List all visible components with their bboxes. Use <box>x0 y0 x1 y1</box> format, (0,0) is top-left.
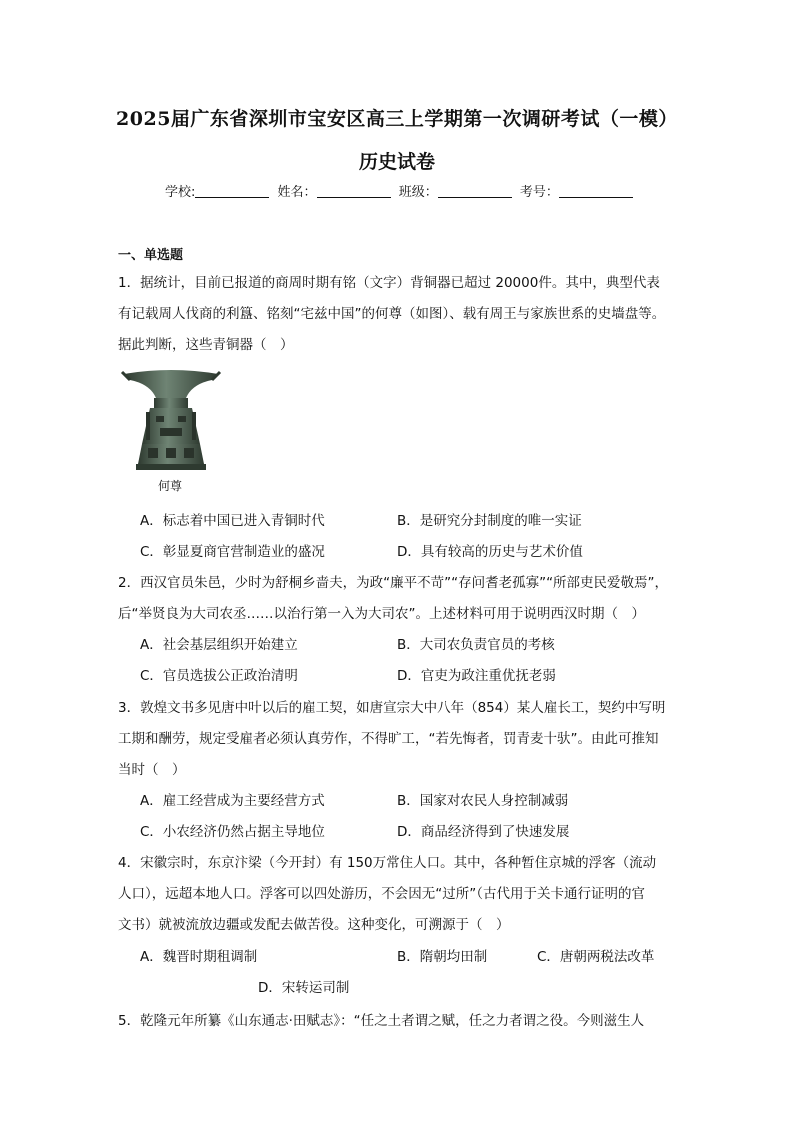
q3-line-3: 当时（ ） <box>118 762 186 778</box>
q3-option-c[interactable]: C．小农经济仍然占据主导地位 <box>140 824 325 840</box>
q4-option-c[interactable]: C．唐朝两税法改革 <box>537 949 655 965</box>
q4-line-1: 4．宋徽宗时，东京汴梁（今开封）有 150万常住人口。其中，各种暂住京城的浮客（流动 <box>118 855 657 871</box>
q1-option-d[interactable]: D．具有较高的历史与艺术价值 <box>397 544 583 560</box>
exam-number-label: 考号： <box>519 185 559 200</box>
q2-line-2: 后“举贤良为大司农丞……以治行第一入为大司农”。上述材料可用于说明西汉时期（ ） <box>118 606 645 622</box>
exam-number-blank[interactable] <box>559 185 633 198</box>
q1-line-1: 1．据统计，目前已报道的商周时期有铭（文字）背铜器已超过 20000件。其中，典型代表 <box>118 275 660 291</box>
q4-option-d[interactable]: D．宋转运司制 <box>258 980 350 996</box>
school-blank[interactable] <box>195 185 269 198</box>
q3-line-2: 工期和酬劳，规定受雇者必须认真劳作，不得旷工，“若先悔者，罚青麦十驮”。由此可推知 <box>118 731 659 747</box>
q1-line-3: 据此判断，这些青铜器（ ） <box>118 337 294 353</box>
class-label: 班级： <box>398 185 438 200</box>
q3-option-b[interactable]: B．国家对农民人身控制减弱 <box>397 793 569 809</box>
q2-option-d[interactable]: D．官吏为政注重优抚老弱 <box>397 668 556 684</box>
class-blank[interactable] <box>438 185 512 198</box>
q3-option-a[interactable]: A．雇工经营成为主要经营方式 <box>140 793 325 809</box>
q2-option-b[interactable]: B．大司农负责官员的考核 <box>397 637 555 653</box>
q4-option-b[interactable]: B．隋朝均田制 <box>397 949 488 965</box>
q4-option-a[interactable]: A．魏晋时期租调制 <box>140 949 258 965</box>
q2-option-a[interactable]: A．社会基层组织开始建立 <box>140 637 298 653</box>
he-zun-bronze-vessel-image <box>120 368 222 472</box>
q4-line-3: 文书）就被流放边疆或发配去做苦役。这种变化，可溯源于（ ） <box>118 917 510 933</box>
q5-line-1: 5．乾隆元年所纂《山东通志·田赋志》：“任之土者谓之赋，任之力者谓之役。今则滋生人 <box>118 1013 645 1029</box>
q3-line-1: 3．敦煌文书多见唐中叶以后的雇工契，如唐宣宗大中八年（854）某人雇长工，契约中写明 <box>118 700 666 716</box>
q4-line-2: 人口），远超本地人口。浮客可以四处游历，不会因无“过所”（古代用于关卡通行证明的官 <box>118 886 645 902</box>
school-label: 学校: <box>165 185 196 200</box>
name-blank[interactable] <box>317 185 391 198</box>
exam-subtitle: 历史试卷 <box>358 151 435 173</box>
q2-line-1: 2．西汉官员朱邑，少时为舒桐乡啬夫，为政“廉平不苛”“存问耆老孤寡”“所部吏民爱敬焉”， <box>118 575 669 591</box>
exam-title: 2025届广东省深圳市宝安区高三上学期第一次调研考试（一模） <box>116 108 678 130</box>
name-label: 姓名： <box>277 185 317 200</box>
q1-option-b[interactable]: B．是研究分封制度的唯一实证 <box>397 513 582 529</box>
student-info-line <box>165 181 637 200</box>
q1-option-a[interactable]: A．标志着中国已进入青铜时代 <box>140 513 325 529</box>
q3-option-d[interactable]: D．商品经济得到了快速发展 <box>397 824 570 840</box>
figure-caption: 何尊 <box>157 479 182 493</box>
q1-option-c[interactable]: C．彰显夏商官营制造业的盛况 <box>140 544 325 560</box>
section-title: 一、单选题 <box>118 248 184 263</box>
q2-option-c[interactable]: C．官员选拔公正政治清明 <box>140 668 298 684</box>
q1-line-2: 有记载周人伐商的利簋、铭刻“宅兹中国”的何尊（如图）、载有周王与家族世系的史墙盘等。 <box>118 306 666 322</box>
